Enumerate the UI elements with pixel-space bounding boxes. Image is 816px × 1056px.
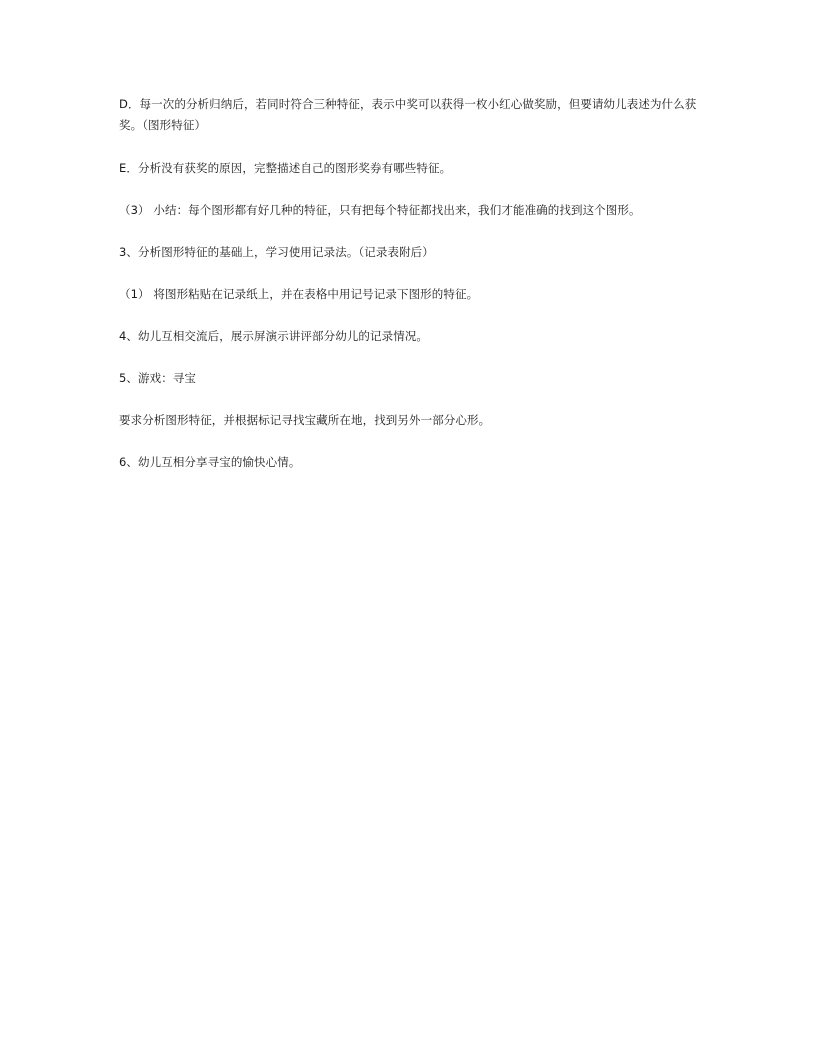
paragraph-step-3-recording: 3、分析图形特征的基础上，学习使用记录法。（记录表附后） [119,245,434,259]
paragraph-step-4-exchange: 4、幼儿互相交流后，展示屏演示讲评部分幼儿的记录情况。 [119,329,429,343]
paragraph-d-analysis-reward: D．每一次的分析归纳后，若同时符合三种特征，表示中奖可以获得一枚小红心做奖励，但要请幼儿表述为什么获奖。（图形特征） [119,97,697,132]
paragraph-summary: （3） 小结：每个图形都有好几种的特征，只有把每个特征都找出来，我们才能准确的找到这个图形。 [119,203,641,217]
paragraph-e-no-reward-reason: E．分析没有获奖的原因，完整描述自己的图形奖券有哪些特征。 [119,161,452,175]
paragraph-game-requirement: 要求分析图形特征，并根据标记寻找宝藏所在地，找到另外一部分心形。 [119,413,491,427]
paragraph-step-3-1-paste: （1） 将图形粘贴在记录纸上，并在表格中用记号记录下图形的特征。 [119,287,479,301]
paragraph-step-6-share: 6、幼儿互相分享寻宝的愉快心情。 [119,455,301,469]
paragraph-step-5-game: 5、游戏：寻宝 [119,371,197,385]
